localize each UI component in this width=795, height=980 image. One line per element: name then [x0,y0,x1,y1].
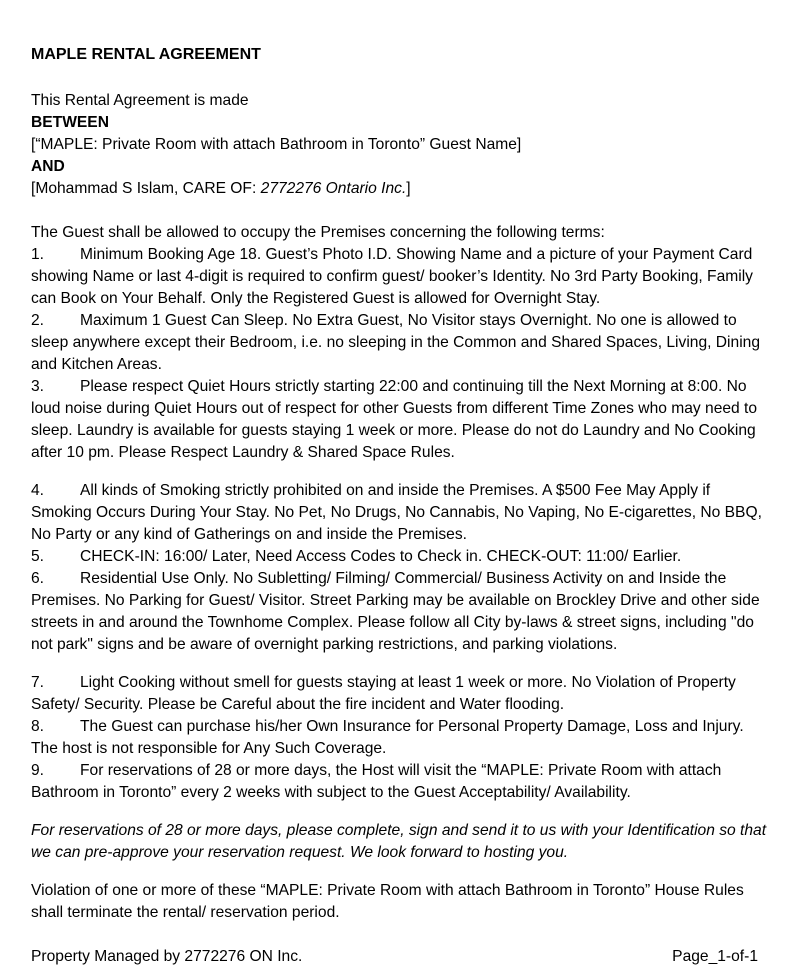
terms-intro: The Guest shall be allowed to occupy the Premises concerning the following terms: [31,224,605,241]
term-item [31,672,771,716]
term-item [31,716,771,760]
party-two-suffix: ] [406,180,411,197]
document-title: MAPLE RENTAL AGREEMENT [31,46,261,63]
page-footer [31,946,758,968]
term-number: 9. [31,762,45,779]
term-text: Please respect Quiet Hours strictly starting 22:00 and continuing till the Next Morning at 8:00. No loud noise during Quiet Hours out of respect for other Guests from different Time Zones who may need to sleep. Laundry is available for guests staying 1 week or more. Please do not do Laundry and No Cooking after 10 pm. Please Respect Laundry & Shared Space Rules. [31,378,758,461]
term-text: The Guest can purchase his/her Own Insurance for Personal Property Damage, Loss and Injury. The host is not responsible for Any Such Coverage. [31,718,744,757]
agreement-document [31,44,771,924]
term-item [31,546,771,568]
term-number: 7. [31,674,45,691]
term-number: 3. [31,378,45,395]
term-text: For reservations of 28 or more days, the Host will visit the “MAPLE: Private Room with attach Bathroom in Toronto” every 2 weeks with subject to the Guest Acceptability/ Availability. [31,762,722,801]
term-text: Residential Use Only. No Subletting/ Filming/ Commercial/ Business Activity on and Inside the Premises. No Parking for Guest/ Visitor. Street Parking may be available on Brockley Drive and other side streets in and around the Townhome Complex. Please follow all City by-laws & street signs, including "do not park" signs and be aware of overnight parking restrictions, and parking violations. [31,570,760,653]
term-item [31,568,771,656]
term-text: CHECK-IN: 16:00/ Later, Need Access Codes to Check in. CHECK-OUT: 11:00/ Earlier. [80,548,682,565]
term-text: Maximum 1 Guest Can Sleep. No Extra Guest, No Visitor stays Overnight. No one is allowed to sleep anywhere except their Bedroom, i.e. no sleeping in the Common and Shared Spaces, Living, Dining and Kitchen Areas. [31,312,761,373]
term-text: Light Cooking without smell for guests staying at least 1 week or more. No Violation of Property Safety/ Security. Please be Careful about the fire incident and Water flooding. [31,674,736,713]
term-item [31,376,771,464]
party-two-company: 2772276 Ontario Inc. [260,180,407,197]
term-number: 5. [31,548,45,565]
term-item [31,760,771,804]
term-text: Minimum Booking Age 18. Guest’s Photo I.D. Showing Name and a picture of your Payment Card showing Name or last 4-digit is required to confirm guest/ booker’s Identity. No 3rd Party Booking, Family can Book on Your Behalf. Only the Registered Guest is allowed for Overnight Stay. [31,246,753,307]
term-text: All kinds of Smoking strictly prohibited on and inside the Premises. A $500 Fee May Apply if Smoking Occurs During Your Stay. No Pet, No Drugs, No Cannabis, No Vaping, No E-cigarettes, No BBQ, No Party or any kind of Gatherings on and inside the Premises. [31,482,762,543]
term-item [31,244,771,310]
party-two [31,178,771,200]
footer-managed-by: Property Managed by 2772276 ON Inc. [31,948,303,965]
footer-page-number: Page_1-of-1 [672,948,758,965]
between-label: BETWEEN [31,114,109,131]
identification-note: For reservations of 28 or more days, please complete, sign and send it to us with your Identification so that we can pre-approve your reservation request. We look forward to hosting you. [31,822,767,861]
term-item [31,480,771,546]
term-number: 2. [31,312,45,329]
party-one: [“MAPLE: Private Room with attach Bathroom in Toronto” Guest Name] [31,136,522,153]
and-label: AND [31,158,65,175]
violation-note: Violation of one or more of these “MAPLE: Private Room with attach Bathroom in Toronto” House Rules shall terminate the rental/ reservation period. [31,882,744,921]
term-number: 6. [31,570,45,587]
intro-text: This Rental Agreement is made [31,92,249,109]
term-number: 8. [31,718,45,735]
term-item [31,310,771,376]
term-number: 1. [31,246,45,263]
party-two-prefix: [Mohammad S Islam, CARE OF: [31,180,261,197]
term-number: 4. [31,482,45,499]
